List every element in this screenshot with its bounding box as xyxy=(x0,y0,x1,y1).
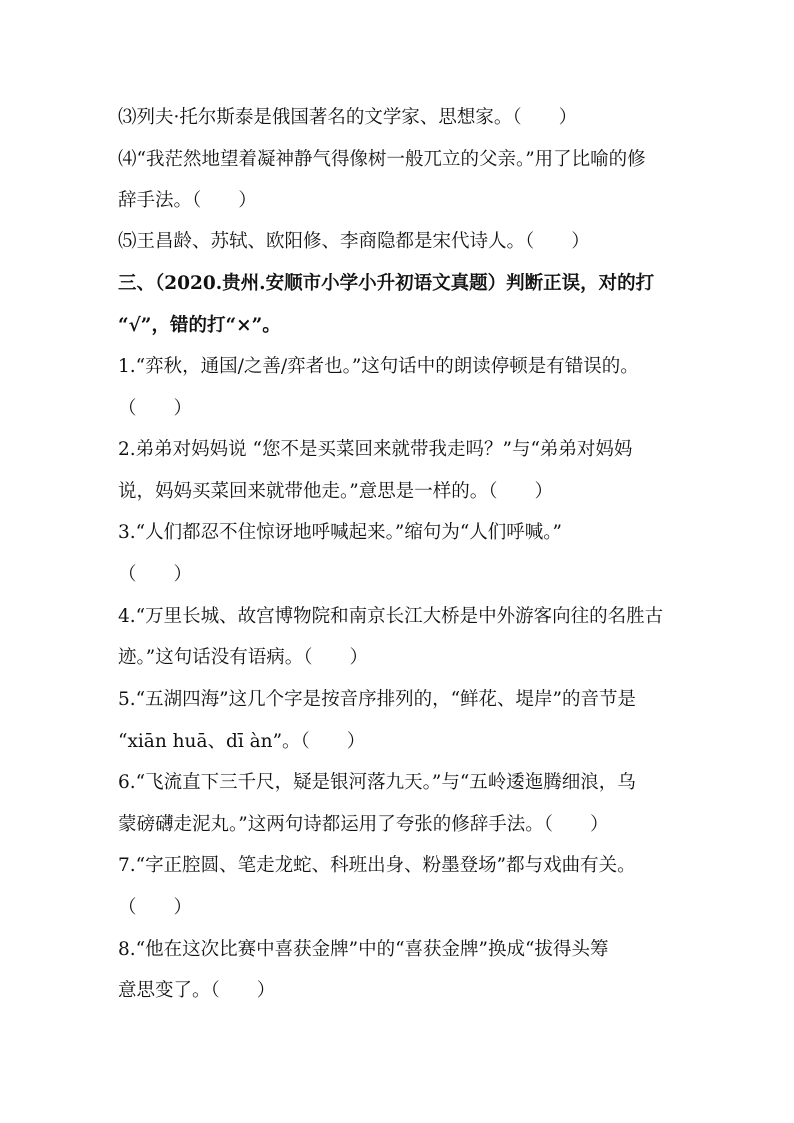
question-3-line-1: 3.“人们都忍不住惊讶地呼喊起来。”缩句为“人们呼喊。” xyxy=(118,522,562,543)
question-6-line-1: 6.“飞流直下三千尺，疑是银河落九天。”与“五岭逶迤腾细浪，乌 xyxy=(118,772,636,793)
item-4-line-2: 辞手法。（ ） xyxy=(118,190,257,211)
section-3-heading-line-1: 三、（2020.贵州.安顺市小学小升初语文真题）判断正误，对的打 xyxy=(118,273,655,294)
question-2-line-2: 说，妈妈买菜回来就带他走。”意思是一样的。（ ） xyxy=(118,481,553,502)
question-4-line-2: 迹。”这句话没有语病。（ ） xyxy=(118,647,368,668)
question-4-line-1: 4.“万里长城、故宫博物院和南京长江大桥是中外游客向往的名胜古 xyxy=(118,606,664,627)
question-2-line-1: 2.弟弟对妈妈说 “您不是买菜回来就带我走吗？”与“弟弟对妈妈 xyxy=(118,439,633,460)
question-5-line-2: “xiān huā、dī àn”。（ ） xyxy=(118,731,366,752)
question-1-line-1: 1.“弈秋，通国/之善/弈者也。”这句话中的朗读停顿是有错误的。 xyxy=(118,356,639,377)
question-5-line-1: 5.“五湖四海”这几个字是按音序排列的，“鲜花、堤岸”的音节是 xyxy=(118,689,636,710)
question-8-line-1: 8.“他在这次比赛中喜获金牌”中的“喜获金牌”换成“拔得头筹 xyxy=(118,939,609,960)
question-6-line-2: 蒙磅礴走泥丸。”这两句诗都运用了夸张的修辞手法。（ ） xyxy=(118,814,609,835)
question-8-line-2: 意思变了。（ ） xyxy=(118,980,276,1001)
item-4-line-1: ⑷“我茫然地望着凝神静气得像树一般兀立的父亲。”用了比喻的修 xyxy=(118,149,646,170)
question-7-line-1: 7.“字正腔圆、笔走龙蛇、科班出身、粉墨登场”都与戏曲有关。 xyxy=(118,855,636,876)
section-3-heading-line-2: “√”，错的打“×”。 xyxy=(118,315,281,336)
question-7-line-2: （ ） xyxy=(118,897,193,918)
question-3-line-2: （ ） xyxy=(118,564,193,585)
question-1-line-2: （ ） xyxy=(118,398,193,419)
item-5-line: ⑸王昌龄、苏轼、欧阳修、李商隐都是宋代诗人。（ ） xyxy=(118,231,590,252)
item-3-line: ⑶列夫·托尔斯泰是俄国著名的文学家、思想家。（ ） xyxy=(118,107,578,128)
